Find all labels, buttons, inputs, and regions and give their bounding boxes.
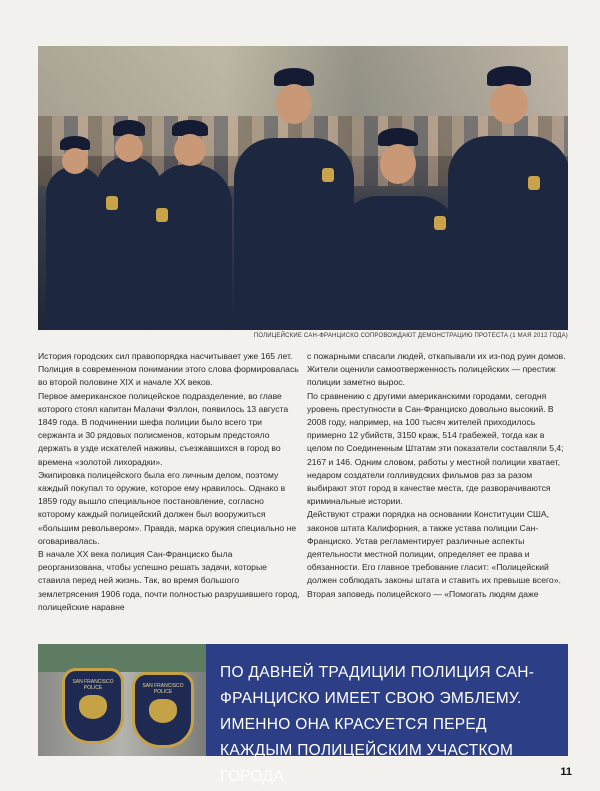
article-photo: [38, 46, 568, 330]
article-paragraph: Экипировка полицейского была его личным делом, поэтому каждый покупал то оружие, которое ему нравилось. Однако в 1859 году вышло специальное постановление, согласно которому каждый полицейский должен был вооружиться «большим револьвером». Правда, марка оружия специально не оговаривалась.: [38, 469, 297, 546]
police-patch-icon: [62, 668, 124, 744]
article-paragraph: В начале XX века полиция Сан-Франциско была реорганизована, чтобы успешно решать задачи, которые ставила перед ней жизнь. Так, во время большого землетрясения 1906 года, почти полностью разрушившего город, полицейские наравне: [38, 549, 300, 612]
emblem-photo: [38, 644, 206, 756]
photo-caption: ПОЛИЦЕЙСКИЕ САН-ФРАНЦИСКО СОПРОВОЖДАЮТ ДЕМОНСТРАЦИЮ ПРОТЕСТА (1 МАЯ 2012 ГОДА): [253, 333, 568, 339]
page-number: 11: [560, 766, 572, 778]
police-officer: [148, 164, 232, 330]
article-paragraph: Действуют стражи порядка на основании Конституции США, законов штата Калифорния, а также устава полиции Сан-Франциско. Устав регламентирует различные аспекты деятельности местной полиции, определяет ее права и обязанности. Его главное требование гласит: «Полицейский должен соблюдать законы штата и ставить их превыше всего».: [307, 509, 561, 586]
wall-background: [38, 644, 206, 672]
article-column-right: [307, 350, 569, 601]
eagle-icon: [149, 699, 177, 723]
banner-text: ПО ДАВНЕЙ ТРАДИЦИИ ПОЛИЦИЯ САН-ФРАНЦИСКО ИМЕЕТ СВОЮ ЭМБЛЕМУ. ИМЕННО ОНА КРАСУЕТСЯ ПЕРЕД КАЖДЫМ ПОЛИЦЕЙСКИМ УЧАСТКОМ ГОРОДА: [220, 664, 535, 785]
police-officer: [338, 196, 458, 330]
patch-label: SAN FRANCISCO POLICE: [142, 683, 184, 695]
article-paragraph: Первое американское полицейское подразделение, во главе которого стоял капитан Малачи Фэллон, появилось 13 августа 1849 года. В подчинении шефа полиции было всего три сержанта и 30 рядовых полисменов, которым предстояло держать в узде искателей наживы, съезжавшихся в город во времена «золотой лихорадки».: [38, 390, 289, 467]
article-paragraph: Вторая заповедь полицейского — «Помогать людям даже: [307, 588, 539, 599]
police-officer: [448, 136, 568, 330]
police-officer: [234, 138, 354, 330]
patch-label: SAN FRANCISCO POLICE: [72, 679, 114, 691]
article-paragraph: с пожарными спасали людей, откапывали их из-под руин домов. Жители оценили самоотверженность полицейских — престиж полиции заметно вырос.: [307, 351, 566, 388]
police-patch-icon: [132, 672, 194, 748]
article-paragraph: По сравнению с другими американскими городами, сегодня уровень преступности в Сан-Франциско довольно высокий. В 2008 году, например, на 100 тысяч жителей приходилось примерно 12 убийств, 3150 краж, 514 грабежей, тогда как в целом по Соединенным Штатам эти показатели составляли 5,4; 2167 и 146. Одним словом, работы у местной полиции хватает, недаром создатели голливудских фильмов раз за разом выбирают этот город в качестве места, где разворачиваются криминальные истории.: [307, 390, 564, 507]
article-paragraph: История городских сил правопорядка насчитывает уже 165 лет. Полиция в современном понимании этого слова формировалась во второй половине XIX и начале XX веков.: [38, 351, 299, 388]
article-column-left: [38, 350, 300, 614]
eagle-icon: [79, 695, 107, 719]
